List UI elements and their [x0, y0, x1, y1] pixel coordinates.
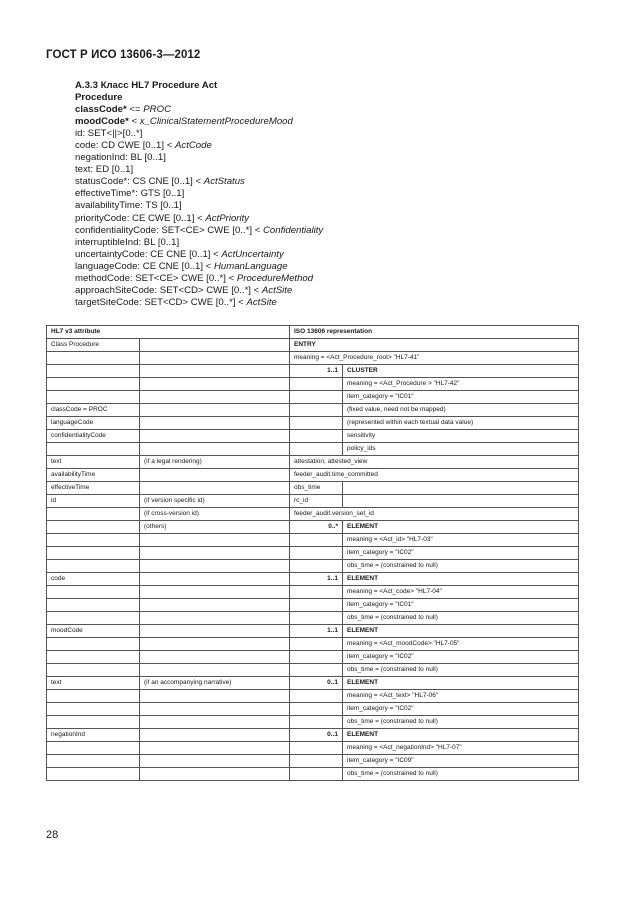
attribute-name: statusCode*:	[75, 176, 130, 188]
table-cell: item_category = "IC02"	[343, 651, 579, 664]
attribute-type: CE CNE [0..1] <	[147, 248, 222, 260]
table-cell	[290, 560, 343, 573]
table-row	[47, 573, 579, 586]
attribute-type: TS [0..1]	[142, 200, 182, 212]
attribute-type: CE CNE [0..1] <	[140, 260, 214, 272]
table-cell: meaning = <Act_code> "HL7-04"	[343, 586, 579, 599]
table-cell	[47, 352, 140, 365]
table-cell	[290, 638, 343, 651]
attribute-domain: ProcedureMethod	[236, 272, 314, 284]
table-row	[47, 521, 579, 534]
table-cell	[290, 430, 343, 443]
table-cell	[140, 612, 290, 625]
table-row	[47, 690, 579, 703]
table-row	[47, 729, 579, 742]
table-cell	[140, 339, 290, 352]
table-cell	[290, 443, 343, 456]
table-cell	[140, 573, 290, 586]
table-cell	[140, 534, 290, 547]
table-cell: 1..1	[290, 365, 343, 378]
attribute-type: SET<CE> CWE [0..*] <	[132, 272, 237, 284]
table-cell	[47, 768, 140, 781]
attribute-type: CE CWE [0..1] <	[129, 212, 206, 224]
table-row	[47, 651, 579, 664]
table-cell: meaning = <Act_negationInd> "HL7-07"	[343, 742, 579, 755]
table-cell	[290, 768, 343, 781]
table-row	[47, 612, 579, 625]
attribute-type: CS CNE [0..1] <	[129, 176, 204, 188]
attribute-line	[75, 176, 323, 188]
table-cell: (if an accompanying narrative)	[140, 677, 290, 690]
attribute-type: CD CWE [0..1] <	[98, 140, 175, 152]
table-row	[47, 417, 579, 430]
table-cell: meaning = <Act_moodCode> "HL7-05"	[343, 638, 579, 651]
table-cell	[290, 534, 343, 547]
table-row	[47, 742, 579, 755]
table-cell	[47, 547, 140, 560]
table-cell	[290, 664, 343, 677]
table-row	[47, 703, 579, 716]
table-cell	[47, 534, 140, 547]
attribute-name: negationInd:	[75, 152, 128, 164]
table-header-row	[47, 326, 579, 339]
table-row	[47, 482, 579, 495]
attribute-name: availabilityTime:	[75, 200, 143, 212]
table-cell: feeder_audit.time_committed	[290, 469, 579, 482]
table-cell	[140, 430, 290, 443]
table-cell: ELEMENT	[343, 573, 579, 586]
attribute-list	[75, 104, 323, 309]
table-cell	[47, 651, 140, 664]
attribute-line	[75, 297, 323, 309]
table-cell	[47, 664, 140, 677]
table-cell: item_category = "IC02"	[343, 547, 579, 560]
table-cell: 1..1	[290, 625, 343, 638]
attribute-type: <=	[126, 104, 144, 116]
table-row	[47, 469, 579, 482]
table-row	[47, 716, 579, 729]
table-cell: negationInd	[47, 729, 140, 742]
table-cell: (if version specific id)	[140, 495, 290, 508]
table-cell	[343, 495, 579, 508]
table-cell	[140, 482, 290, 495]
attribute-domain: ActSite	[261, 284, 293, 296]
table-cell	[140, 586, 290, 599]
table-cell: ELEMENT	[343, 677, 579, 690]
table-row	[47, 664, 579, 677]
attribute-line	[75, 128, 323, 140]
attribute-line	[75, 237, 323, 249]
table-cell: item_category = "IC02"	[343, 703, 579, 716]
table-cell	[140, 625, 290, 638]
attribute-line	[75, 164, 323, 176]
mapping-table	[46, 325, 579, 781]
attribute-type: SET<||>[0..*]	[85, 128, 143, 140]
table-cell	[140, 469, 290, 482]
table-cell	[140, 365, 290, 378]
table-row	[47, 391, 579, 404]
table-cell: availabilityTime	[47, 469, 140, 482]
table-cell: obs_time = (constrained to null)	[343, 768, 579, 781]
table-cell	[47, 521, 140, 534]
table-cell	[290, 651, 343, 664]
table-cell: effectiveTime	[47, 482, 140, 495]
table-row	[47, 508, 579, 521]
table-cell: (fixed value, need not be mapped)	[343, 404, 579, 417]
table-cell: sensitivity	[343, 430, 579, 443]
table-cell: moodCode	[47, 625, 140, 638]
table-cell	[47, 716, 140, 729]
class-name: Procedure	[75, 92, 123, 104]
table-row	[47, 352, 579, 365]
attribute-line	[75, 200, 323, 212]
table-cell: code	[47, 573, 140, 586]
table-cell	[290, 417, 343, 430]
table-cell	[140, 404, 290, 417]
table-row	[47, 339, 579, 352]
table-cell: policy_ids	[343, 443, 579, 456]
table-cell: obs_time = (constrained to null)	[343, 664, 579, 677]
attribute-domain: HumanLanguage	[213, 260, 288, 272]
table-cell	[47, 508, 140, 521]
table-cell	[290, 703, 343, 716]
attribute-type: GTS [0..1]	[137, 188, 185, 200]
table-cell	[290, 742, 343, 755]
table-cell: obs_time = (constrained to null)	[343, 612, 579, 625]
table-row	[47, 638, 579, 651]
table-cell	[140, 352, 290, 365]
table-cell	[140, 664, 290, 677]
table-cell: item_category = "IC09"	[343, 755, 579, 768]
table-cell: attestation, attested_view	[290, 456, 579, 469]
table-row	[47, 404, 579, 417]
table-row	[47, 677, 579, 690]
attribute-line	[75, 225, 323, 237]
table-cell: ENTRY	[290, 339, 579, 352]
table-row	[47, 495, 579, 508]
table-cell: meaning = <Act_Procedure_root> "HL7-41"	[290, 352, 579, 365]
table-cell: meaning = <Act_id> "HL7-03"	[343, 534, 579, 547]
table-cell: (if cross-version id)	[140, 508, 290, 521]
table-cell	[47, 612, 140, 625]
attribute-name: confidentialityCode:	[75, 224, 159, 236]
section-title: A.3.3 Класс HL7 Procedure Act	[75, 80, 218, 91]
table-cell: meaning = <Act_text> "HL7-06"	[343, 690, 579, 703]
table-row	[47, 456, 579, 469]
table-cell	[290, 716, 343, 729]
table-cell	[47, 638, 140, 651]
table-cell	[47, 742, 140, 755]
table-cell	[290, 391, 343, 404]
attribute-name: effectiveTime*:	[75, 188, 138, 200]
table-cell	[47, 391, 140, 404]
attribute-name: uncertaintyCode:	[75, 248, 148, 260]
table-cell: item_category = "IC01"	[343, 599, 579, 612]
attribute-line	[75, 116, 323, 128]
table-cell: id	[47, 495, 140, 508]
table-cell	[140, 703, 290, 716]
attribute-line	[75, 104, 323, 116]
table-cell: ELEMENT	[343, 625, 579, 638]
table-cell: (others)	[140, 521, 290, 534]
table-cell	[140, 391, 290, 404]
table-cell	[140, 443, 290, 456]
table-cell	[290, 586, 343, 599]
table-cell: text	[47, 677, 140, 690]
table-cell	[140, 690, 290, 703]
attribute-type: BL [0..1]	[127, 152, 166, 164]
attribute-name: targetSiteCode:	[75, 296, 142, 308]
attribute-line	[75, 152, 323, 164]
attribute-name: text:	[75, 164, 94, 176]
table-cell	[290, 599, 343, 612]
attribute-line	[75, 188, 323, 200]
attribute-domain: Confidentiality	[262, 224, 324, 236]
table-row	[47, 443, 579, 456]
table-cell	[140, 651, 290, 664]
table-cell: meaning = <Act_Procedure > "HL7-42"	[343, 378, 579, 391]
table-cell	[343, 482, 579, 495]
table-cell: ELEMENT	[343, 729, 579, 742]
table-cell: text	[47, 456, 140, 469]
table-row	[47, 625, 579, 638]
table-cell	[290, 612, 343, 625]
attribute-name: methodCode:	[75, 272, 133, 284]
table-cell	[140, 742, 290, 755]
attribute-name: priorityCode:	[75, 212, 130, 224]
table-row	[47, 755, 579, 768]
attribute-domain: ActCode	[175, 140, 212, 152]
header-iso: ISO 13606 representation	[290, 326, 579, 339]
table-cell	[47, 599, 140, 612]
table-cell: classCode = PROC	[47, 404, 140, 417]
page-header: ГОСТ Р ИСО 13606-3—2012	[46, 49, 201, 61]
table-cell: Class Procedure	[47, 339, 140, 352]
attribute-name: id:	[75, 128, 86, 140]
table-cell	[47, 690, 140, 703]
table-cell: (if a legal rendering)	[140, 456, 290, 469]
table-cell	[140, 755, 290, 768]
table-cell	[140, 729, 290, 742]
table-row	[47, 534, 579, 547]
table-cell	[140, 716, 290, 729]
table-row	[47, 560, 579, 573]
table-cell: languageCode	[47, 417, 140, 430]
table-cell: CLUSTER	[343, 365, 579, 378]
attribute-domain: PROC	[143, 104, 171, 116]
table-cell: 0..1	[290, 729, 343, 742]
table-row	[47, 547, 579, 560]
attribute-type: ED [0..1]	[93, 164, 134, 176]
table-cell	[47, 586, 140, 599]
attribute-line	[75, 213, 323, 225]
table-cell: ELEMENT	[343, 521, 579, 534]
table-row	[47, 586, 579, 599]
table-cell	[140, 378, 290, 391]
table-cell: 1..1	[290, 573, 343, 586]
table-row	[47, 430, 579, 443]
attribute-line	[75, 285, 323, 297]
table-cell	[140, 547, 290, 560]
attribute-domain: x_ClinicalStatementProcedureMood	[139, 116, 293, 128]
table-cell	[140, 638, 290, 651]
attribute-name: languageCode:	[75, 260, 141, 272]
table-cell	[290, 547, 343, 560]
table-cell	[290, 404, 343, 417]
table-cell: 0..*	[290, 521, 343, 534]
attribute-line	[75, 261, 323, 273]
table-cell: obs_time = (constrained to null)	[343, 716, 579, 729]
page-number: 28	[46, 829, 59, 841]
table-cell	[47, 365, 140, 378]
table-cell	[140, 560, 290, 573]
attribute-type: SET<CD> CWE [0..*] <	[157, 284, 262, 296]
table-cell	[47, 560, 140, 573]
table-cell	[47, 703, 140, 716]
attribute-name: classCode*	[75, 104, 127, 116]
attribute-line	[75, 140, 323, 152]
attribute-line	[75, 273, 323, 285]
class-spec	[75, 80, 323, 309]
table-cell: confidentialityCode	[47, 430, 140, 443]
table-row	[47, 365, 579, 378]
table-cell	[290, 378, 343, 391]
attribute-domain: ActStatus	[203, 176, 245, 188]
table-cell: obs_time	[290, 482, 343, 495]
table-cell	[140, 768, 290, 781]
table-cell: rc_id	[290, 495, 343, 508]
attribute-name: code:	[75, 140, 99, 152]
attribute-name: interruptibleInd:	[75, 236, 142, 248]
attribute-domain: ActPriority	[205, 212, 250, 224]
table-cell	[140, 599, 290, 612]
table-row	[47, 768, 579, 781]
table-cell: 0..1	[290, 677, 343, 690]
attribute-name: moodCode*	[75, 116, 129, 128]
table-cell	[140, 417, 290, 430]
table-cell	[47, 755, 140, 768]
table-cell	[290, 690, 343, 703]
table-cell: feeder_audit.version_set_id	[290, 508, 579, 521]
table-cell: (represented within each textual data value)	[343, 417, 579, 430]
table-cell: item_category = "IC01"	[343, 391, 579, 404]
attribute-line	[75, 249, 323, 261]
header-hl7: HL7 v3 attribute	[47, 326, 290, 339]
attribute-name: approachSiteCode:	[75, 284, 158, 296]
attribute-type: <	[128, 116, 140, 128]
table-row	[47, 378, 579, 391]
table-cell	[47, 378, 140, 391]
attribute-type: BL [0..1]	[141, 236, 180, 248]
table-cell	[290, 755, 343, 768]
table-cell: obs_time = (constrained to null)	[343, 560, 579, 573]
table-row	[47, 599, 579, 612]
attribute-domain: ActUncertainty	[221, 248, 284, 260]
table-cell	[47, 443, 140, 456]
attribute-domain: ActSite	[246, 296, 277, 308]
attribute-type: SET<CE> CWE [0..*] <	[158, 224, 263, 236]
attribute-type: SET<CD> CWE [0..*] <	[141, 296, 247, 308]
